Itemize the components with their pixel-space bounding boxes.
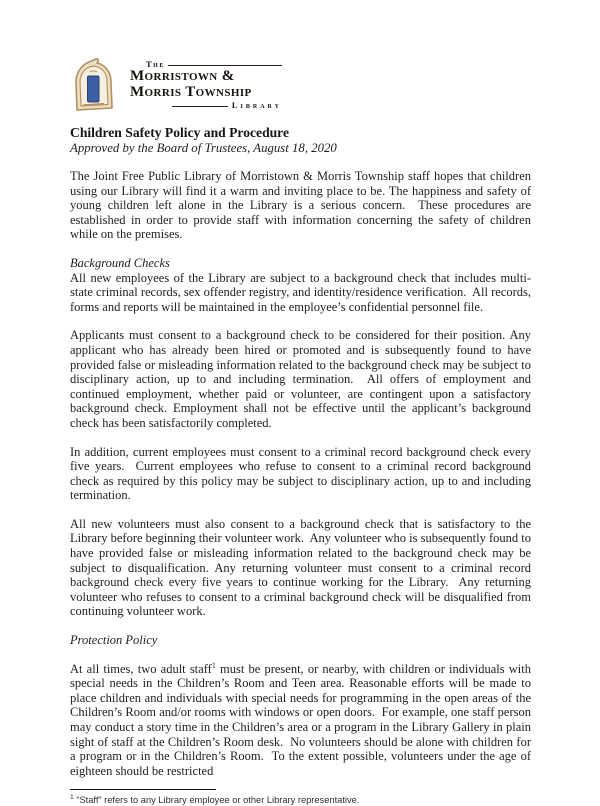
logo-name-line-1: Morristown & bbox=[130, 68, 235, 84]
background-checks-paragraph-1: All new employees of the Library are subject to a background check that includes multi-state criminal records, sex offender registry, and identity/residence verification. All records, forms and reports will be maintained in the employee’s confidential personnel file. bbox=[70, 270, 535, 314]
logo-rule-bottom bbox=[172, 106, 228, 107]
footnote-text: “Staff” refers to any Library employee or other Library representative. bbox=[76, 795, 360, 806]
background-checks-paragraph-2: Applicants must consent to a background check to be considered for their position. Any applicant who has already been hired or promoted and is subsequently found to have provided false or misleading information related to the background check may be subject to disciplinary action, up to and including termination. All offers of employment and continued employment, whether paid or volunteer, are contingent upon a satisfactory background check. Employment shall not be effective until the applicant’s background check has been satisfactorily completed. bbox=[70, 328, 535, 430]
protection-text-before-ref: At all times, two adult staff bbox=[70, 661, 212, 676]
footnote-marker: 1 bbox=[70, 794, 74, 802]
logo-rule-top bbox=[168, 65, 282, 66]
logo-wordmark bbox=[130, 56, 282, 110]
section-heading-background-checks: Background Checks bbox=[70, 255, 170, 270]
footnote-reference-marker: 1 bbox=[211, 660, 216, 670]
protection-text-after-ref: must be present, or nearby, with children or individuals with special needs in the Children’s Room and Teen area. Reasonable efforts will be made to place children and individuals with special needs for programming in the open areas of the Children’s Room and/or rooms with windows or open doors. For example, one staff person may conduct a story time in the Children’s area or a program in the Library Gallery in plain sight of staff at the Children’s Room desk. No volunteers should be alone with children for a program or in the Children’s Room. To the extent possible, volunteers under the age of eighteen should be restricted bbox=[70, 661, 535, 778]
logo-name-line-2: Morris Township bbox=[130, 83, 252, 100]
page-title: Children Safety Policy and Procedure bbox=[70, 125, 290, 140]
footnote-separator bbox=[70, 789, 216, 790]
approval-subtitle: Approved by the Board of Trustees, August 18, 2020 bbox=[70, 141, 337, 155]
footnote-area bbox=[70, 789, 531, 806]
section-heading-protection-policy: Protection Policy bbox=[70, 633, 158, 648]
library-logo bbox=[70, 56, 531, 116]
logo-library: Library bbox=[231, 100, 282, 110]
protection-policy-paragraph bbox=[70, 660, 535, 779]
intro-paragraph: The Joint Free Public Library of Morristown & Morris Township staff hopes that children using our Library will find it a warm and inviting place to be. The happiness and safety of young children left alone in the Library is a serious concern. These procedures are established in order to provide staff with information concerning the safety of children while on the premises. bbox=[70, 169, 535, 242]
library-doorway-icon bbox=[70, 56, 117, 114]
background-checks-paragraph-4: All new volunteers must also consent to a background check that is satisfactory to the Library before beginning their volunteer work. Any volunteer who is subsequently found to have provided false or misleading information related to the background check may be subject to disqualification. Any returning volunteer must consent to a criminal record background check every five years to continue working for the Library. Any returning volunteer who refuses to consent to a criminal background check will be disqualified from continuing volunteer work. bbox=[70, 516, 535, 619]
background-checks-paragraph-3: In addition, current employees must consent to a criminal record background check every five years. Current employees who refuse to consent to a criminal record background check as required by this policy may be subject to disciplinary action, up to and including termination. bbox=[70, 444, 535, 503]
logo-the: The bbox=[146, 59, 165, 69]
footnote bbox=[70, 794, 531, 806]
